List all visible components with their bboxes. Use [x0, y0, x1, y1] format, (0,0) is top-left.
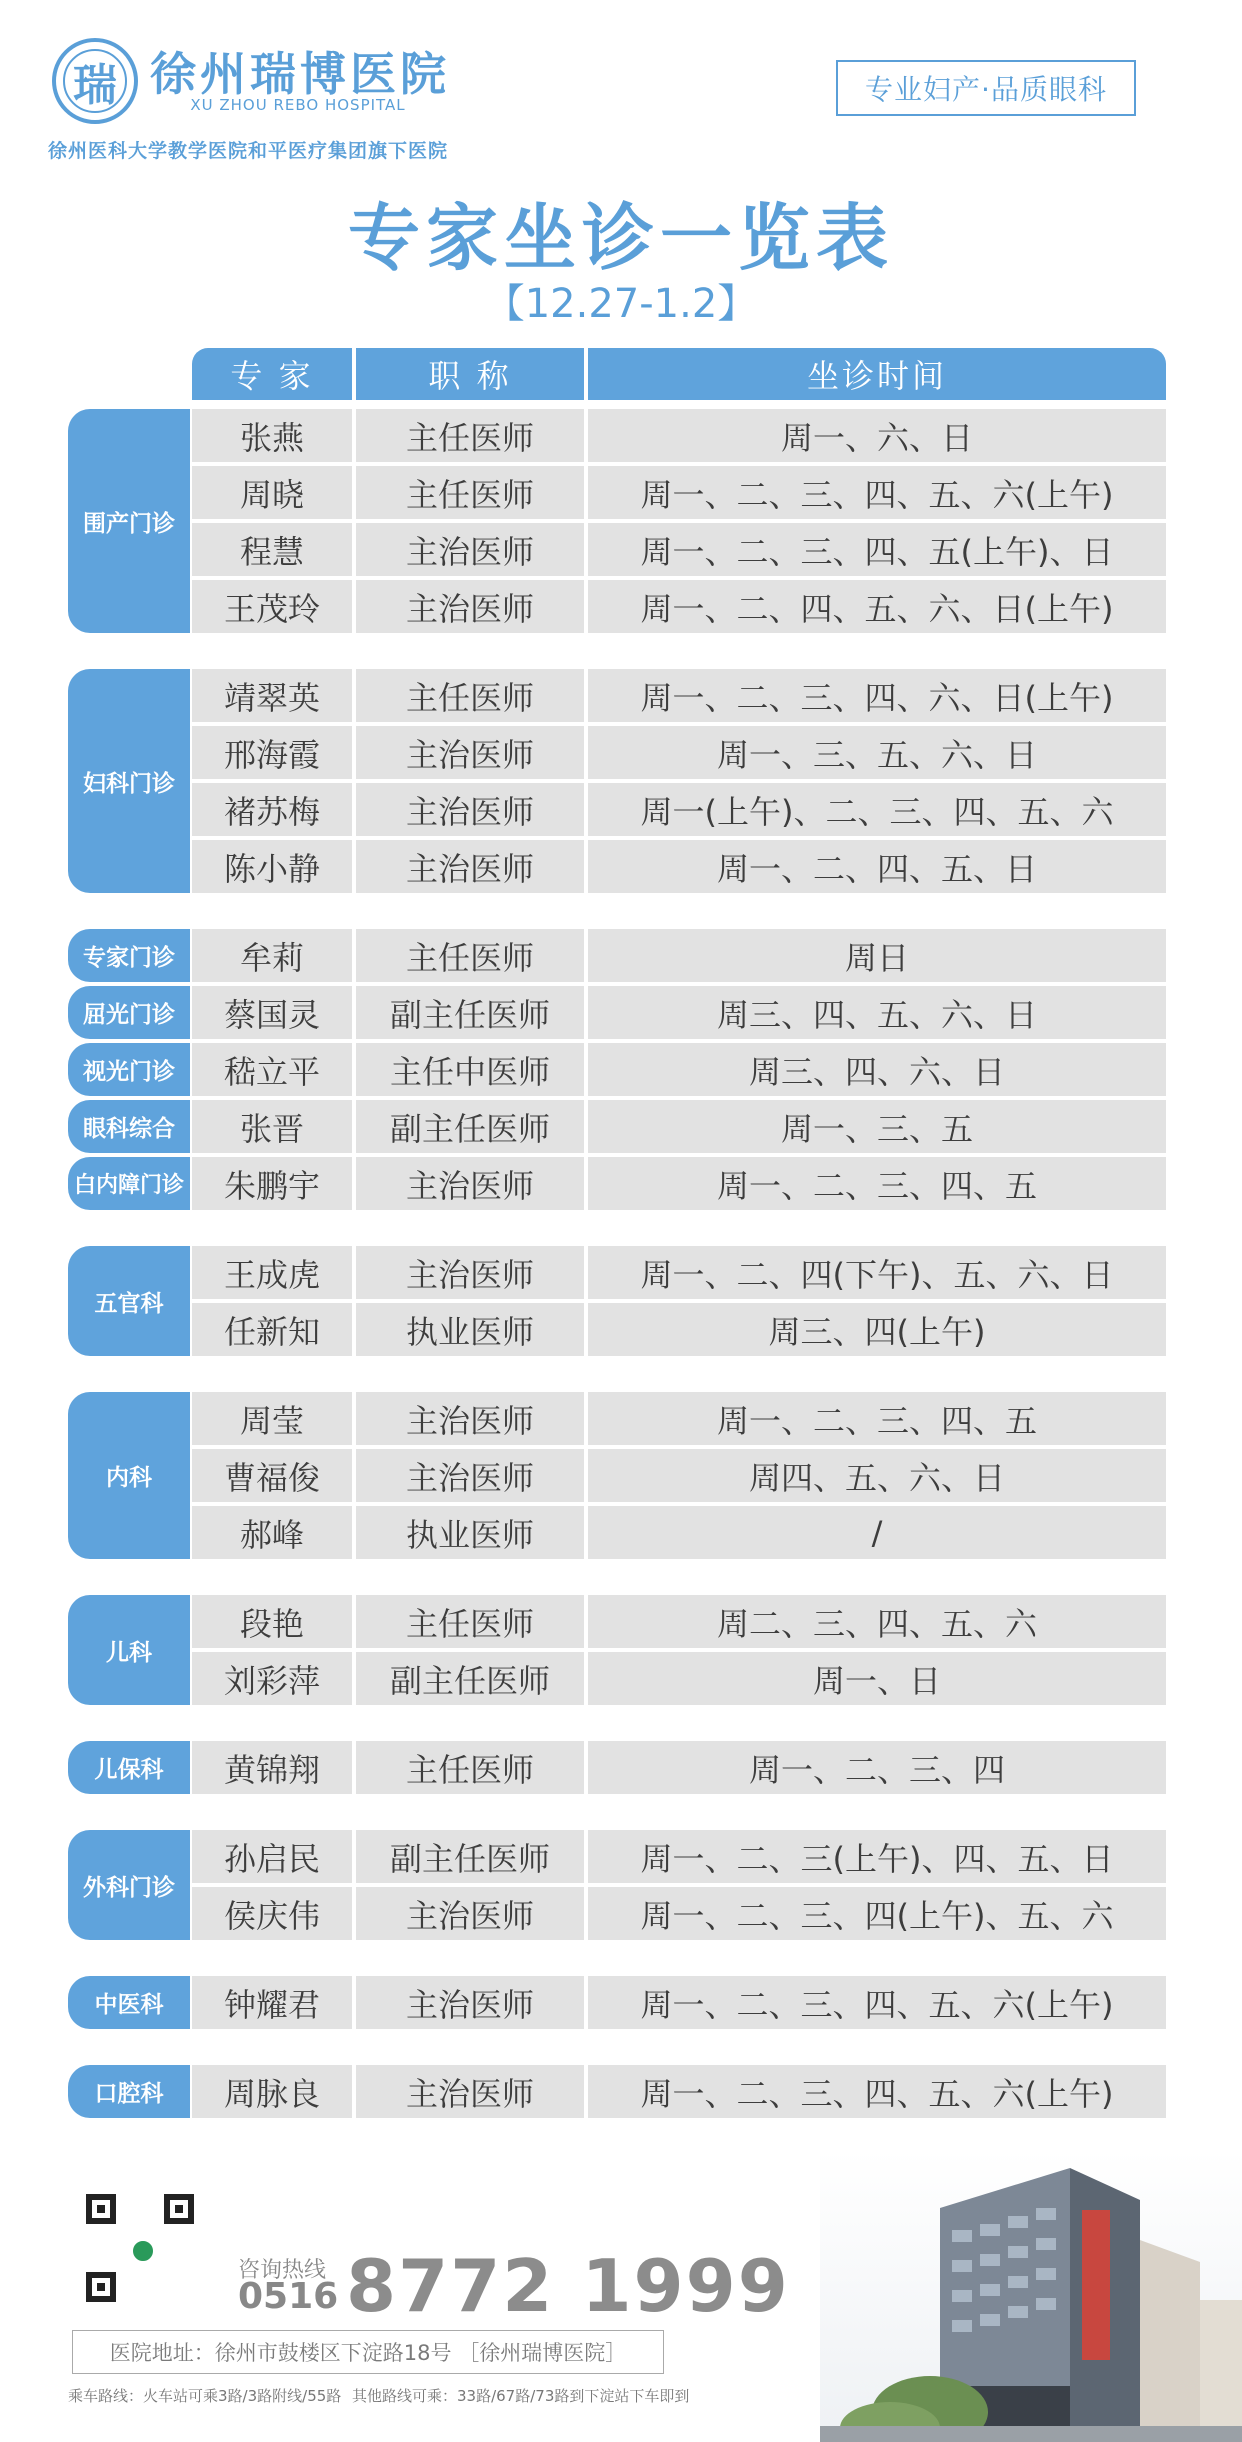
doctor-name: 陈小静	[192, 840, 352, 893]
doctor-name: 王茂玲	[192, 580, 352, 633]
schedule-time: 周一、二、三、四、五、六(上午)	[588, 1976, 1166, 2029]
doctor-title: 主任医师	[356, 409, 584, 462]
department-label: 儿保科	[68, 1741, 190, 1794]
doctor-title: 主治医师	[356, 1157, 584, 1210]
doctor-name: 周脉良	[192, 2065, 352, 2118]
schedule-time: 周四、五、六、日	[588, 1449, 1166, 1502]
doctor-title: 主任中医师	[356, 1043, 584, 1096]
department-label: 围产门诊	[68, 409, 190, 633]
doctor-title: 主治医师	[356, 783, 584, 836]
doctor-title: 副主任医师	[356, 1652, 584, 1705]
doctor-name: 牟莉	[192, 929, 352, 982]
doctor-title: 副主任医师	[356, 986, 584, 1039]
hospital-name: 徐州瑞博医院	[150, 47, 450, 101]
column-header-schedule: 坐诊时间	[588, 348, 1166, 400]
doctor-title: 主治医师	[356, 580, 584, 633]
doctor-title: 主治医师	[356, 1449, 584, 1502]
doctor-name: 郝峰	[192, 1506, 352, 1559]
schedule-time: 周一、二、三、四、五、六(上午)	[588, 2065, 1166, 2118]
doctor-name: 段艳	[192, 1595, 352, 1648]
schedule-time: 周一、二、三、四、五	[588, 1392, 1166, 1445]
date-range: 【12.27-1.2】	[484, 281, 758, 327]
doctor-title: 主任医师	[356, 466, 584, 519]
hospital-name-en: XU ZHOU REBO HOSPITAL	[190, 96, 406, 114]
hospital-building-image	[820, 2150, 1242, 2442]
doctor-title: 主治医师	[356, 2065, 584, 2118]
schedule-time: 周一、二、三、四、五(上午)、日	[588, 523, 1166, 576]
doctor-name: 孙启民	[192, 1830, 352, 1883]
schedule-time: 周三、四(上午)	[588, 1303, 1166, 1356]
department-label: 白内障门诊	[68, 1157, 190, 1210]
doctor-name: 侯庆伟	[192, 1887, 352, 1940]
doctor-title: 执业医师	[356, 1303, 584, 1356]
doctor-title: 主治医师	[356, 1392, 584, 1445]
route-other: 其他路线可乘：33路/67路/73路到下淀站下车即到	[352, 2387, 690, 2405]
doctor-name: 朱鹏宇	[192, 1157, 352, 1210]
schedule-time: 周日	[588, 929, 1166, 982]
schedule-time: 周一、二、三(上午)、四、五、日	[588, 1830, 1166, 1883]
doctor-name: 王成虎	[192, 1246, 352, 1299]
doctor-name: 蔡国灵	[192, 986, 352, 1039]
department-label: 五官科	[68, 1246, 190, 1356]
doctor-name: 周莹	[192, 1392, 352, 1445]
doctor-title: 主任医师	[356, 1741, 584, 1794]
department-label: 外科门诊	[68, 1830, 190, 1940]
schedule-time: 周一、二、三、四、六、日(上午)	[588, 669, 1166, 722]
doctor-name: 张燕	[192, 409, 352, 462]
schedule-time: 周一、日	[588, 1652, 1166, 1705]
schedule-time: 周一、三、五	[588, 1100, 1166, 1153]
doctor-title: 主任医师	[356, 1595, 584, 1648]
qr-code-icon	[80, 2188, 200, 2308]
department-label: 妇科门诊	[68, 669, 190, 893]
schedule-time: 周一、二、四(下午)、五、六、日	[588, 1246, 1166, 1299]
schedule-time: 周三、四、六、日	[588, 1043, 1166, 1096]
department-label: 中医科	[68, 1976, 190, 2029]
schedule-time: 周一(上午)、二、三、四、五、六	[588, 783, 1166, 836]
doctor-name: 张晋	[192, 1100, 352, 1153]
department-label: 视光门诊	[68, 1043, 190, 1096]
page-title: 专家坐诊一览表	[347, 196, 894, 280]
slogan-badge: 专业妇产·品质眼科	[836, 60, 1136, 116]
doctor-title: 主治医师	[356, 1246, 584, 1299]
doctor-title: 主任医师	[356, 669, 584, 722]
schedule-time: 周一、二、三、四(上午)、五、六	[588, 1887, 1166, 1940]
hotline-label: 咨询热线	[238, 2258, 327, 2283]
schedule-time: 周一、二、三、四	[588, 1741, 1166, 1794]
doctor-name: 黄锦翔	[192, 1741, 352, 1794]
department-label: 屈光门诊	[68, 986, 190, 1039]
doctor-name: 靖翠英	[192, 669, 352, 722]
doctor-name: 程慧	[192, 523, 352, 576]
doctor-title: 副主任医师	[356, 1100, 584, 1153]
schedule-time: 周一、三、五、六、日	[588, 726, 1166, 779]
doctor-name: 褚苏梅	[192, 783, 352, 836]
department-label: 内科	[68, 1392, 190, 1559]
schedule-time: /	[588, 1506, 1166, 1559]
doctor-title: 执业医师	[356, 1506, 584, 1559]
department-label: 口腔科	[68, 2065, 190, 2118]
schedule-time: 周一、二、四、五、六、日(上午)	[588, 580, 1166, 633]
column-header-title: 职 称	[356, 348, 584, 400]
hospital-logo-icon: 瑞	[52, 38, 138, 124]
department-label: 专家门诊	[68, 929, 190, 982]
doctor-title: 主治医师	[356, 726, 584, 779]
doctor-name: 嵇立平	[192, 1043, 352, 1096]
doctor-title: 主治医师	[356, 1976, 584, 2029]
hospital-affiliation: 徐州医科大学教学医院和平医疗集团旗下医院	[48, 140, 449, 162]
department-label: 儿科	[68, 1595, 190, 1705]
schedule-time: 周一、六、日	[588, 409, 1166, 462]
hotline-number: 8772 1999	[346, 2244, 790, 2328]
column-header-doctor: 专 家	[192, 348, 352, 400]
hotline-area-code: 0516	[238, 2276, 339, 2317]
doctor-name: 刘彩萍	[192, 1652, 352, 1705]
doctor-name: 曹福俊	[192, 1449, 352, 1502]
hospital-address: 医院地址：徐州市鼓楼区下淀路18号 ［徐州瑞博医院］	[72, 2330, 664, 2374]
doctor-name: 邢海霞	[192, 726, 352, 779]
doctor-name: 任新知	[192, 1303, 352, 1356]
doctor-name: 钟耀君	[192, 1976, 352, 2029]
doctor-title: 主治医师	[356, 523, 584, 576]
schedule-time: 周一、二、三、四、五	[588, 1157, 1166, 1210]
doctor-name: 周晓	[192, 466, 352, 519]
schedule-time: 周一、二、四、五、日	[588, 840, 1166, 893]
doctor-title: 副主任医师	[356, 1830, 584, 1883]
schedule-time: 周二、三、四、五、六	[588, 1595, 1166, 1648]
doctor-title: 主任医师	[356, 929, 584, 982]
doctor-title: 主治医师	[356, 840, 584, 893]
schedule-time: 周三、四、五、六、日	[588, 986, 1166, 1039]
schedule-time: 周一、二、三、四、五、六(上午)	[588, 466, 1166, 519]
department-label: 眼科综合	[68, 1100, 190, 1153]
doctor-title: 主治医师	[356, 1887, 584, 1940]
route-train: 乘车路线：火车站可乘3路/3路附线/55路	[68, 2387, 342, 2405]
